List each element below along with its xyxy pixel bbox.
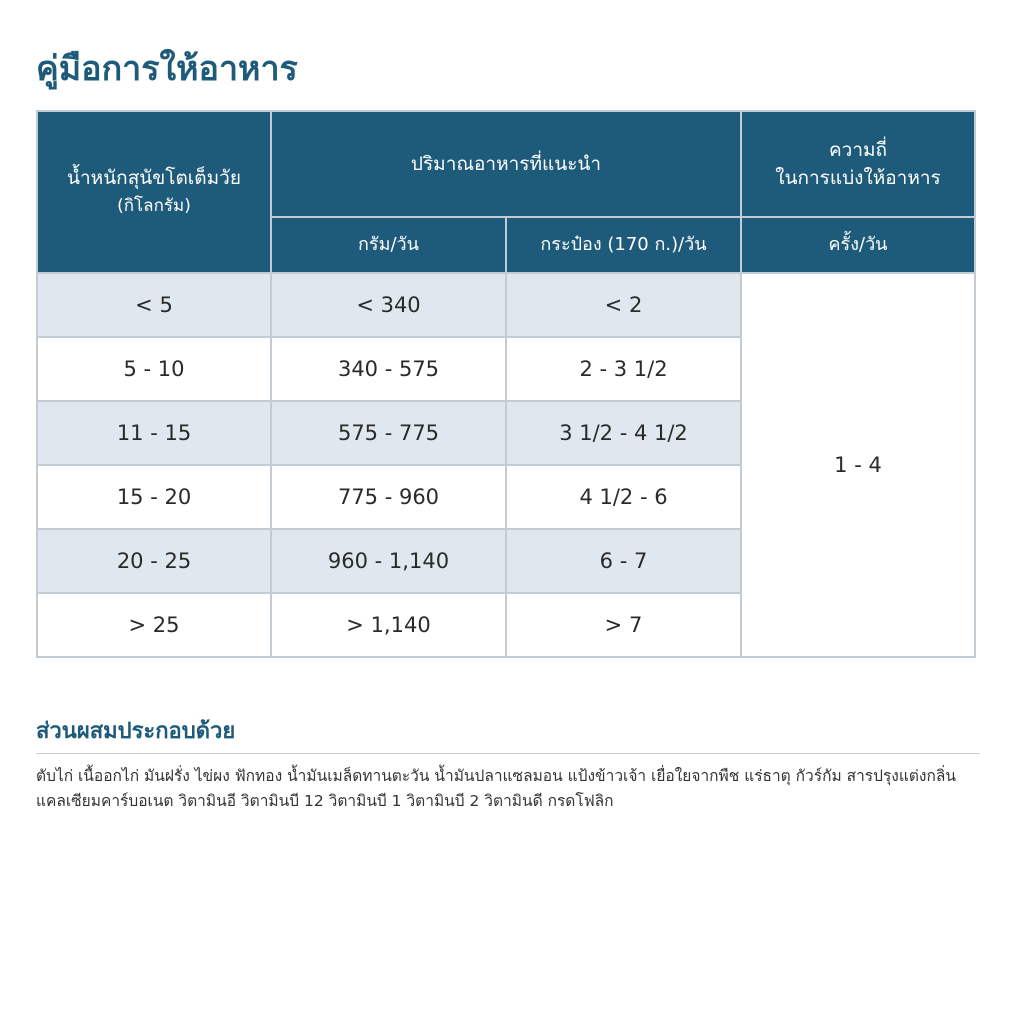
grams-per-day-header: กรัม/วัน: [271, 217, 506, 273]
page-title: คู่มือการให้อาหาร: [36, 49, 298, 89]
cans-cell: 4 1/2 - 6: [506, 465, 741, 529]
cans-cell: 3 1/2 - 4 1/2: [506, 401, 741, 465]
table-row: [37, 273, 975, 337]
frequency-header-line2: ในการแบ่งให้อาหาร: [775, 167, 941, 189]
ingredients-text: ตับไก่ เนื้ออกไก่ มันฝรั่ง ไข่ผง ฟักทอง น้ำมันเมล็ดทานตะวัน น้ำมันปลาแซลมอน แป้งข้าวเจ้า เยื่อใยจากพืช แร่ธาตุ กัวร์กัม สารปรุงแต่งกลิ่น แคลเซียมคาร์บอเนต วิตามินอี วิตามินบี 12 วิตามินบี 1 วิตามินบี 2 วิตามินดี กรดโฟลิก: [36, 767, 956, 810]
grams-cell: 340 - 575: [271, 337, 506, 401]
times-per-day-header: ครั้ง/วัน: [741, 217, 975, 273]
frequency-header-line1: ความถี่: [828, 139, 888, 161]
grams-cell: 575 - 775: [271, 401, 506, 465]
grams-cell: > 1,140: [271, 593, 506, 657]
cans-per-day-header: กระป๋อง (170 ก.)/วัน: [506, 217, 741, 273]
amount-column-header: [271, 111, 741, 217]
frequency-value-cell: 1 - 4: [741, 273, 975, 657]
weight-header-label: น้ำหนักสุนัขโตเต็มวัย: [67, 167, 241, 189]
frequency-column-header: [741, 111, 975, 217]
weight-cell: 5 - 10: [37, 337, 271, 401]
grams-cell: < 340: [271, 273, 506, 337]
ingredients-heading: ส่วนผสมประกอบด้วย: [36, 719, 236, 744]
amount-header-label: ปริมาณอาหารที่แนะนำ: [410, 153, 602, 175]
cans-cell: 6 - 7: [506, 529, 741, 593]
weight-unit-label: (กิโลกรัม): [117, 196, 191, 216]
cans-cell: > 7: [506, 593, 741, 657]
weight-cell: 15 - 20: [37, 465, 271, 529]
weight-column-header: [37, 111, 271, 273]
cans-cell: < 2: [506, 273, 741, 337]
grams-cell: 775 - 960: [271, 465, 506, 529]
cans-cell: 2 - 3 1/2: [506, 337, 741, 401]
grams-cell: 960 - 1,140: [271, 529, 506, 593]
section-divider: [36, 753, 980, 754]
weight-cell: > 25: [37, 593, 271, 657]
weight-cell: < 5: [37, 273, 271, 337]
weight-cell: 11 - 15: [37, 401, 271, 465]
weight-cell: 20 - 25: [37, 529, 271, 593]
feeding-guide-table: [36, 110, 976, 658]
